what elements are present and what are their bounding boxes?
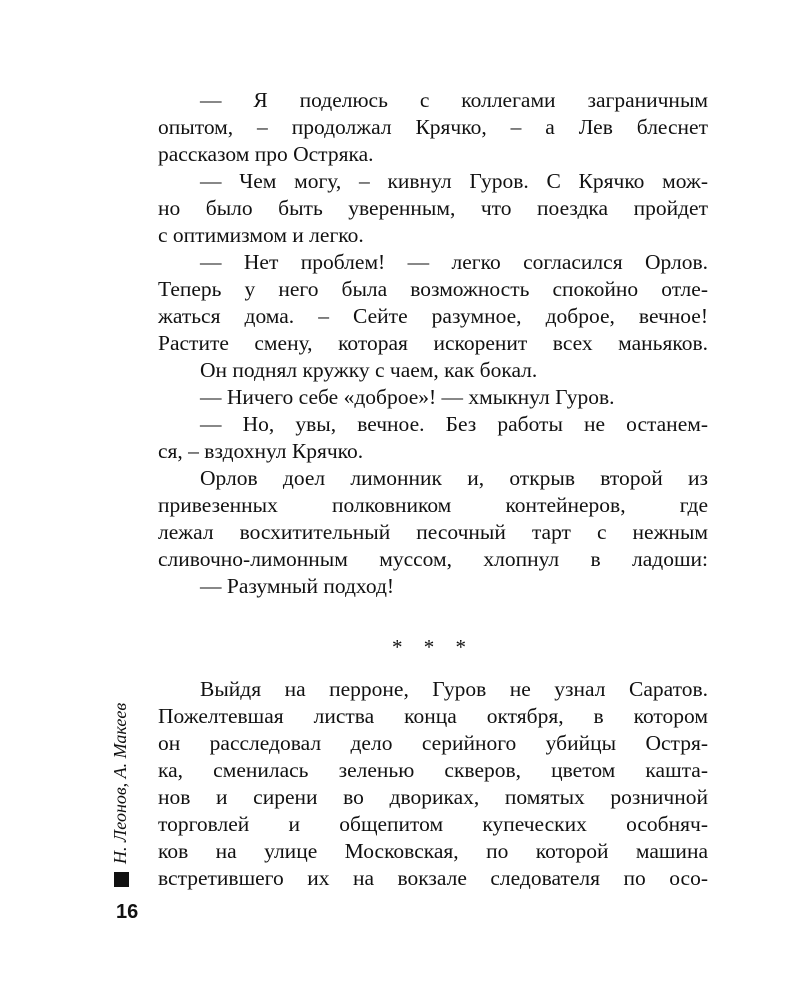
text-line: Выйдя на перроне, Гуров не узнал Саратов. (200, 677, 708, 701)
text-line: — Разумный подход! (200, 574, 395, 598)
text-line: опытом, – продолжал Крячко, – а Лев блеснет (158, 115, 708, 139)
text-line: торговлей и общепитом купеческих особняч- (158, 812, 708, 836)
text-line: Растите смену, которая искоренит всех маньяков. (158, 331, 708, 355)
scene-2 (158, 676, 708, 892)
text-line: ка, сменилась зеленью скверов, цветом кашта- (158, 758, 708, 782)
text-line: — Нет проблем! — легко согласился Орлов. (200, 250, 708, 274)
text-line: рассказом про Остряка. (158, 142, 374, 166)
text-line: он расследовал дело серийного убийцы Остря- (158, 731, 708, 755)
text-line: жаться дома. – Сейте разумное, доброе, вечное! (158, 304, 708, 328)
page-marker-square (114, 872, 129, 887)
text-line: но было быть уверенным, что поездка пройдет (158, 196, 708, 220)
text-line: нов и сирени во двориках, помятых розничной (158, 785, 708, 809)
text-line: лежал восхитительный песочный тарт с нежным (158, 520, 708, 544)
scene-separator: * * * (392, 635, 474, 659)
text-line: Теперь у него была возможность спокойно отле- (158, 277, 708, 301)
text-line: Он поднял кружку с чаем, как бокал. (200, 358, 538, 382)
running-head-text: Н. Леонов, А. Макеев (110, 702, 130, 864)
text-line: — Но, увы, вечное. Без работы не останем- (200, 412, 708, 436)
text-line: ков на улице Московская, по которой машина (158, 839, 708, 863)
text-line: с оптимизмом и легко. (158, 223, 364, 247)
text-line: сливочно-лимонным муссом, хлопнул в ладоши: (158, 547, 708, 571)
text-line: привезенных полковником контейнеров, где (158, 493, 708, 517)
text-line: — Ничего себе «доброе»! — хмыкнул Гуров. (200, 385, 615, 409)
text-line: — Я поделюсь с коллегами заграничным (200, 88, 708, 112)
page-body (158, 87, 708, 890)
text-line: Пожелтевшая листва конца октября, в котором (158, 704, 708, 728)
text-line: встретившего их на вокзале следователя по осо- (158, 866, 708, 890)
text-line: — Чем могу, – кивнул Гуров. С Крячко мож- (200, 169, 708, 193)
scene-1 (158, 87, 708, 600)
page-number: 16 (116, 901, 139, 923)
text-line: Орлов доел лимонник и, открыв второй из (200, 466, 708, 490)
text-line: ся, – вздохнул Крячко. (158, 439, 364, 463)
